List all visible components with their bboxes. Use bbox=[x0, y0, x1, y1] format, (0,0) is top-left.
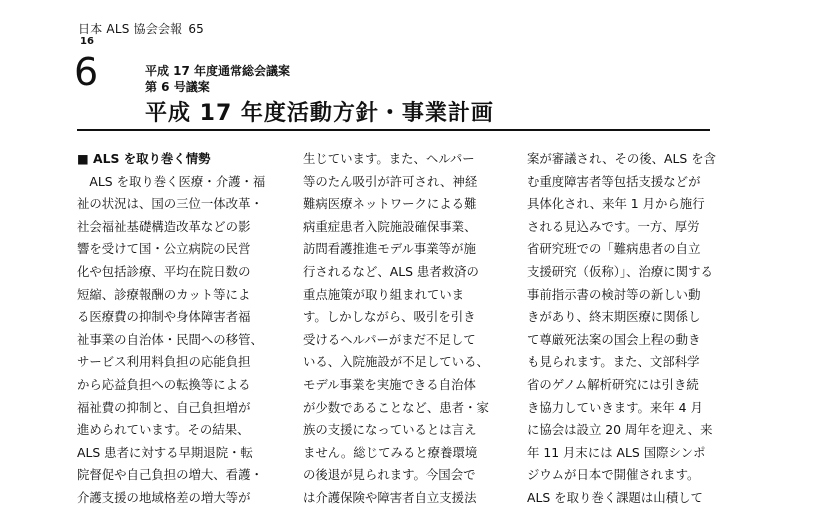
text-line: 案が審議され、その後、ALS を含 bbox=[527, 151, 717, 166]
journal-header bbox=[78, 20, 204, 37]
title-divider bbox=[77, 129, 710, 131]
text-line: 族の支援になっているとは言え bbox=[303, 422, 477, 438]
text-line: に協会は設立 20 周年を迎え、来 bbox=[527, 422, 713, 438]
text-line: 響を受けて国・公立病院の民営 bbox=[77, 241, 251, 257]
text-line: される見込みです。一方、厚労 bbox=[527, 218, 700, 234]
text-line: サービス利用料負担の応能負担 bbox=[77, 354, 251, 370]
text-line: 受けるヘルパーがまだ不足して bbox=[303, 331, 476, 347]
text-line: 福祉費の抑制と、自己負担増が bbox=[77, 399, 251, 415]
text-line: 進められています。その結果、 bbox=[77, 422, 250, 438]
text-line: 年 11 月末には ALS 国際シンポ bbox=[527, 444, 706, 460]
text-line: 支援研究（仮称）」、治療に関する bbox=[527, 263, 713, 279]
text-line: きがあり、終末期医療に関係し bbox=[527, 309, 701, 325]
journal-name: 日本 ALS 協会会報 bbox=[78, 22, 183, 36]
text-line: 難病医療ネットワークによる難 bbox=[303, 196, 477, 212]
text-line: す。しかしながら、吸引を引き bbox=[303, 309, 476, 325]
text-line: 行されるなど、ALS 患者救済の bbox=[303, 263, 479, 279]
text-line: モデル事業を実施できる自治体 bbox=[303, 376, 476, 392]
text-line: ALS を取り巻く医療・介護・福 bbox=[77, 173, 266, 189]
text-line: 院督促や自己負担の増大、看護・ bbox=[77, 467, 263, 483]
text-line: ジウムが日本で開催されます。 bbox=[527, 467, 700, 483]
agenda-number: 6 bbox=[74, 50, 99, 94]
text-line: 訪問看護推進モデル事業等が施 bbox=[303, 241, 476, 257]
text-line: は介護保険や障害者自立支援法 bbox=[303, 489, 477, 505]
text-column-3 bbox=[527, 148, 722, 510]
page-number: 16 bbox=[80, 36, 94, 47]
text-line: 介護支援の地域格差の増大等が bbox=[77, 489, 251, 505]
text-column-1 bbox=[77, 148, 272, 510]
agenda-item-label: 第 6 号議案 bbox=[145, 80, 210, 94]
text-line: る医療費の抑制や身体障害者福 bbox=[77, 309, 251, 325]
page-title: 平成 17 年度活動方針・事業計画 bbox=[145, 101, 494, 126]
text-line: が少数であることなど、患者・家 bbox=[303, 399, 489, 415]
text-line: 社会福祉基礎構造改革などの影 bbox=[77, 218, 251, 234]
text-line: ALS を取り巻く課題は山積して bbox=[527, 489, 703, 505]
agenda-kicker: 平成 17 年度通常総会議案 bbox=[145, 64, 291, 78]
text-line: ません。総じてみると療養環境 bbox=[303, 444, 478, 460]
section-heading: ■ ALS を取り巻く情勢 bbox=[77, 151, 211, 166]
text-line: いる、入院施設が不足している、 bbox=[303, 354, 489, 370]
text-line: き協力していきます。来年 4 月 bbox=[527, 399, 703, 415]
text-column-2 bbox=[303, 148, 498, 510]
text-line: て尊厳死法案の国会上程の動き bbox=[527, 331, 701, 347]
text-line: 省のゲノム解析研究には引き続 bbox=[527, 376, 699, 392]
issue-number: 65 bbox=[188, 22, 205, 36]
text-line: 短縮、診療報酬のカット等によ bbox=[77, 286, 251, 302]
text-line: 重点施策が取り組まれていま bbox=[303, 286, 465, 302]
text-line: 事前指示書の検討等の新しい動 bbox=[527, 286, 701, 302]
text-line: も見られます。また、文部科学 bbox=[527, 354, 700, 370]
text-line: 省研究班での「難病患者の自立 bbox=[527, 241, 701, 257]
text-line: 祉の状況は、国の三位一体改革・ bbox=[77, 196, 263, 212]
text-line: 化や包括診療、平均在院日数の bbox=[77, 263, 251, 279]
text-line: ALS 患者に対する早期退院・転 bbox=[77, 444, 253, 460]
text-line: 病重症患者入院施設確保事業、 bbox=[303, 218, 477, 234]
text-line: から応益負担への転換等による bbox=[77, 376, 251, 392]
text-line: 生じています。また、ヘルパー bbox=[303, 151, 475, 166]
text-line: 祉事業の自治体・民間への移管、 bbox=[77, 331, 263, 347]
text-line: 具体化され、来年 1 月から施行 bbox=[527, 196, 705, 212]
text-line: む重度障害者等包括支援などが bbox=[527, 173, 701, 189]
text-line: の後退が見られます。今国会で bbox=[303, 467, 476, 483]
text-line: 等のたん吸引が許可され、神経 bbox=[303, 173, 478, 189]
